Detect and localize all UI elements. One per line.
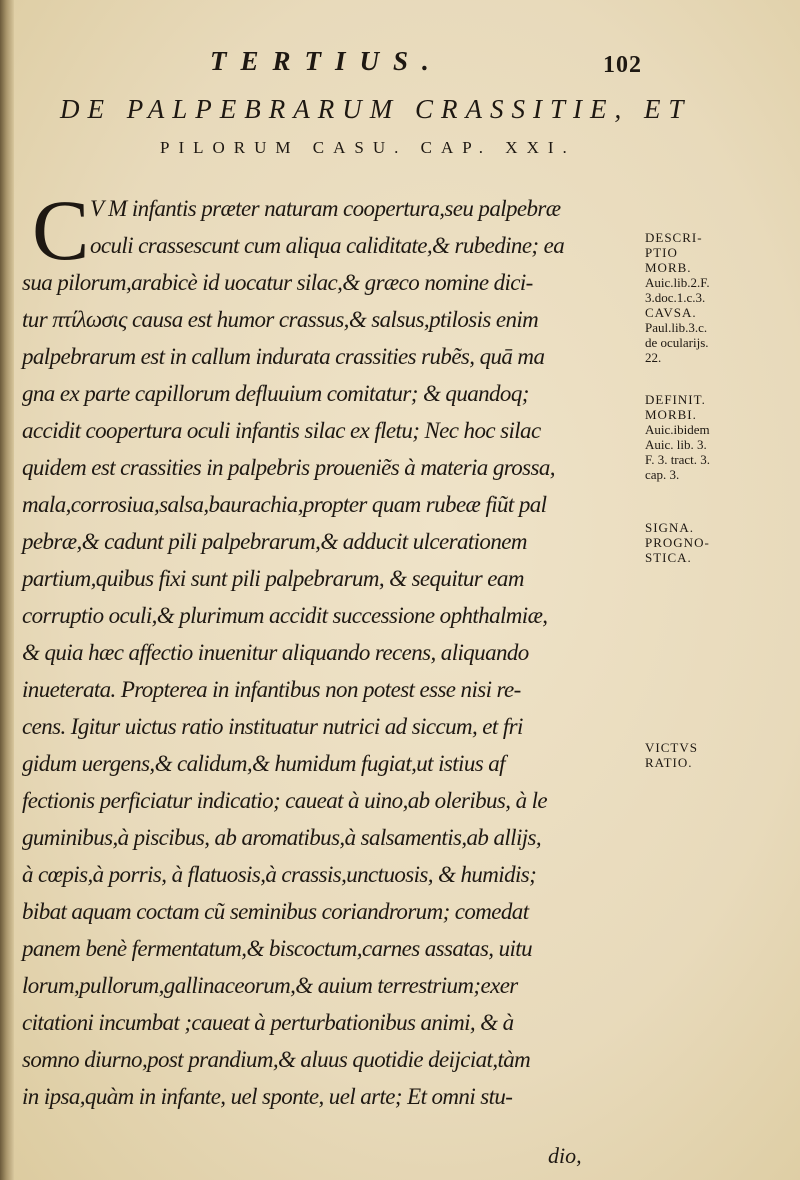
text-line: gidum uergens,& calidum,& humidum fugiat,ut istius af [22,751,505,776]
text-line: accidit coopertura oculi infantis silac ex fletu; Nec hoc silac [22,418,541,443]
text-line: V M infantis præter naturam coopertura,seu palpebræ [90,196,561,221]
page-number: 102 [603,52,642,78]
margin-note-block [645,392,710,482]
body-text [22,182,637,1115]
chapter-title-line-2: PILORUM CASU. CAP. XXI. [160,138,576,157]
margin-note-line: CAVSA. [645,305,697,320]
margin-note-block [645,520,710,565]
text-line: inueterata. Propterea in infantibus non potest esse nisi re- [22,677,521,702]
margin-note-line: PTIO [645,245,678,260]
text-line: palpebrarum est in callum indurata crassities rubẽs, quā ma [22,344,545,369]
page-gutter [0,0,14,1180]
text-line: & quia hæc affectio inuenitur aliquando recens, aliquando [22,640,529,665]
text-line: oculi crassescunt cum aliqua caliditate,& rubedine; ea [90,233,565,258]
margin-note-line: VICTVS [645,740,698,755]
text-line: lorum,pullorum,gallinaceorum,& auium terrestrium;exer [22,973,518,998]
margin-note-line: F. 3. tract. 3. [645,452,711,467]
text-line: guminibus,à piscibus, ab aromatibus,à salsamentis,ab allijs, [22,825,542,850]
margin-note-line: cap. 3. [645,467,680,482]
text-line: somno diurno,post prandium,& aluus quotidie deijciat,tàm [22,1047,531,1072]
margin-note-line: SIGNA. [645,520,694,535]
text-line: mala,corrosiua,salsa,baurachia,propter quam rubeæ fiũt pal [22,492,547,517]
text-line: gna ex parte capillorum defluuium comitatur; & quandoq; [22,381,529,406]
margin-note-line: MORB. [645,260,692,275]
text-line: sua pilorum,arabicè id uocatur silac,& græco nomine dici- [22,270,533,295]
text-line: pebræ,& cadunt pili palpebrarum,& adducit ulcerationem [22,529,527,554]
margin-note-line: RATIO. [645,755,693,770]
page-header [0,44,800,84]
catchword: dio, [548,1143,582,1168]
margin-note-line: de ocularijs. [645,335,709,350]
margin-note-block [645,740,698,770]
text-line: fectionis perficiatur indicatio; caueat à uino,ab oleribus, à le [22,788,548,813]
margin-note-line: DESCRI- [645,230,703,245]
margin-note-line: 22. [645,350,662,365]
text-line: quidem est crassities in palpebris proueniẽs à materia grossa, [22,455,555,480]
margin-note-line: Auic.lib.2.F. [645,275,710,290]
text-line: à cœpis,à porris, à flatuosis,à crassis,unctuosis, & humidis; [22,862,537,887]
running-head: TERTIUS. [210,46,443,76]
text-line: in ipsa,quàm in infante, uel sponte, uel arte; Et omni stu- [22,1084,513,1109]
margin-note-block [645,230,710,365]
text-line: panem benè fermentatum,& biscoctum,carnes assatas, uitu [22,936,532,961]
text-line: bibat aquam coctam cũ seminibus coriandrorum; comedat [22,899,529,924]
margin-note-line: DEFINIT. [645,392,706,407]
margin-note-line: MORBI. [645,407,697,422]
text-line: partium,quibus fixi sunt pili palpebrarum, & sequitur eam [22,566,524,591]
chapter-title-line-1: DE PALPEBRARUM CRASSITIE, ET [60,94,692,124]
margin-note-line: Auic.ibidem [645,422,710,437]
text-line: citationi incumbat ;caueat à perturbationibus animi, & à [22,1010,514,1035]
margin-note-line: PROGNO- [645,535,710,550]
margin-note-line: 3.doc.1.c.3. [645,290,706,305]
text-line: cens. Igitur uictus ratio instituatur nutrici ad siccum, et fri [22,714,523,739]
text-line: corruptio oculi,& plurimum accidit successione ophthalmiæ, [22,603,548,628]
text-line: tur πτίλωσις causa est humor crassus,& salsus,ptilosis enim [22,307,539,332]
margin-note-line: STICA. [645,550,692,565]
drop-cap: C [32,182,90,278]
margin-note-line: Auic. lib. 3. [645,437,707,452]
margin-note-line: Paul.lib.3.c. [645,320,708,335]
